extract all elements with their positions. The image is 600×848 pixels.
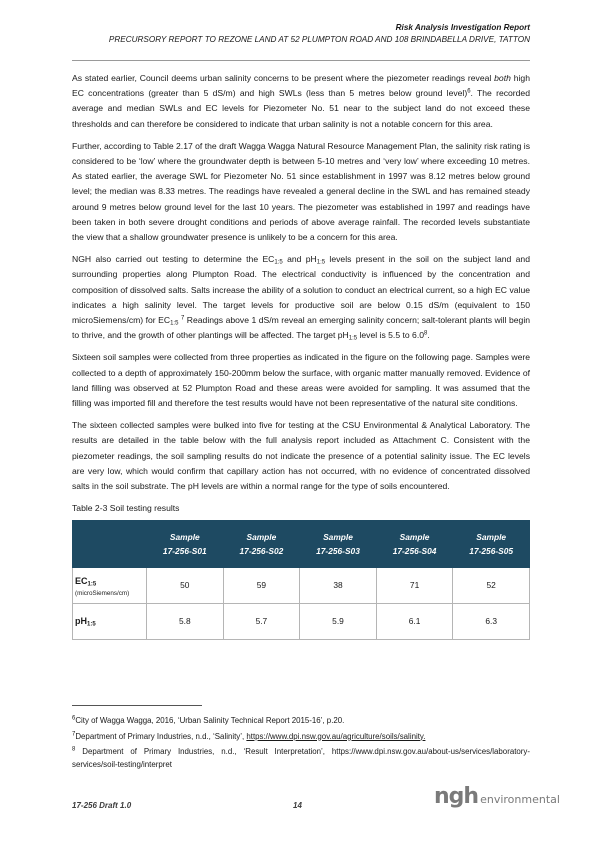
table-row xyxy=(73,604,530,640)
footnote-divider xyxy=(72,705,202,706)
footnote-7: $^7$Department of Primary Industries, n.d., ‘Salinity’, https://www.dpi.nsw.gov.au/agriculture/soils/salinity. xyxy=(72,731,426,741)
table-cell: 5.9 xyxy=(300,604,377,640)
table-header-row xyxy=(73,521,530,568)
table-cell: 6.1 xyxy=(376,604,453,640)
table-row xyxy=(73,568,530,604)
logo-mark: ngh xyxy=(434,784,479,809)
table-cell: 59 xyxy=(223,568,300,604)
table-header-cell: Sample 17-256-S01 xyxy=(147,521,224,568)
footnote-8: $^8$ Department of Primary Industries, n.d., ‘Result Interpretation’, https://www.dpi.nsw.gov.au/about-us/services/laboratory-services/soil-testing/interpret xyxy=(72,746,530,769)
table-cell: 38 xyxy=(300,568,377,604)
body-content xyxy=(72,71,530,640)
table-cell: 5.8 xyxy=(147,604,224,640)
table-cell: 52 xyxy=(453,568,530,604)
footnote-6: $^6$City of Wagga Wagga, 2016, ‘Urban Salinity Technical Report 2015-16’, p.20. xyxy=(72,715,345,725)
paragraph-2: Further, according to Table 2.17 of the draft Wagga Wagga Natural Resource Management Plan, the salinity risk rating is considered to be ‘low’ where the groundwater depth is between 5-10 metres and ‘very low’ where exceeding 10 metres. As stated earlier, the average SWL for Piezometer No. 51 since establishment in 1997 was 8.12 metres below ground level; the median was 8.33 metres. The readings have revealed a general decline in the SWL and has remained steady around 9 metres below ground level for the last 10 years. The piezometer was established in 1997 and readings have been taken in both severe drought conditions and periods of above average rainfall. The recorded levels substantiate the view that a shallow groundwater presence is unlikely to be a concern for this area. xyxy=(72,140,530,243)
table-header-cell: Sample 17-256-S05 xyxy=(453,521,530,568)
report-subtitle: PRECURSORY REPORT TO REZONE LAND AT 52 PLUMPTON ROAD AND 108 BRINDABELLA DRIVE, TATTON xyxy=(108,35,530,44)
paragraph-1: As stated earlier, Council deems urban salinity concerns to be present where the piezometer readings reveal both high EC concentrations (greater than 5 dS/m) and high SWLs (less than 5 metres below ground level)$^6$. The recorded average and median SWLs and EC levels for Piezometer No. 51 near to the subject land do not exceed these thresholds and can therefore be considered to indicate that urban salinity is not a notable concern for this area. xyxy=(72,73,530,129)
footnote-ref-6: 6 xyxy=(467,88,471,95)
logo-wordmark: environmental xyxy=(480,793,560,806)
row-label-ec: $EC_{1:5}$ (microSiemens/cm) xyxy=(73,568,147,604)
soil-results-table xyxy=(72,520,530,640)
row-label-ph: $pH_{1:5}$ xyxy=(73,604,147,640)
paragraph-5: The sixteen collected samples were bulked into five for testing at the CSU Environmental & Analytical Laboratory. The results are detailed in the table below with the full analysis report included as Attachment C. Consistent with the piezometer readings, the soil sampling results do not indicate the presence of a potential salinity issue. The EC levels are very low, which would confirm that capillary action has not occurred, with no evidence of concentrated dissolved salts in the soil substrate. The pH levels are within a normal range for the type of soils encountered. xyxy=(72,420,530,492)
table-cell: 5.7 xyxy=(223,604,300,640)
document-version: 17-256 Draft 1.0 xyxy=(72,801,132,810)
header-divider xyxy=(72,60,530,61)
table-caption: Table 2-3 Soil testing results xyxy=(72,503,180,514)
table-cell: 50 xyxy=(147,568,224,604)
paragraph-4: Sixteen soil samples were collected from three properties as indicated in the figure on the following page. Samples were collected to a depth of approximately 150-200mm below the surface, with organic matter manually removed. Evidence of land filling was observed at 52 Plumpton Road and these areas were avoided for sampling. It was assumed that the filling was imported fill and therefore the test results would have not been representative of the natural site conditions. xyxy=(72,352,530,409)
table-header-cell: Sample 17-256-S03 xyxy=(300,521,377,568)
table-cell: 6.3 xyxy=(453,604,530,640)
table-header-cell: Sample 17-256-S02 xyxy=(223,521,300,568)
table-corner-cell xyxy=(73,521,147,568)
page-number: 14 xyxy=(293,801,302,810)
page-header xyxy=(109,22,530,46)
ngh-logo xyxy=(434,784,560,809)
footnote-ref-8: 8 xyxy=(424,330,428,337)
table-cell: 71 xyxy=(376,568,453,604)
paragraph-3: NGH also carried out testing to determine the $EC_{1:5}$ and $pH_{1:5}$ levels present in the soil on the subject land and surrounding properties along Plumpton Road. The electrical conductivity is influenced by the concentration and composition of dissolved salts. Salts increase the ability of a solution to conduct an electrical current, so a high EC value indicates a high salinity level. The target levels for productive soil are below 0.15 dS/m (equivalent to 150 microSiemens/cm) for $EC_{1:5}$ $^7$ Readings above 1 dS/m reveal an emerging salinity concern; salt-tolerant plants will begin to thrive, and the growth of other plantings will be affected. The target $pH_{1:5}$ level is 5.5 to $6.0^8$. xyxy=(72,254,531,342)
table-header-cell: Sample 17-256-S04 xyxy=(376,521,453,568)
footnotes xyxy=(72,715,530,774)
salinity-link[interactable]: https://www.dpi.nsw.gov.au/agriculture/soils/salinity. xyxy=(246,731,426,741)
footnote-ref-7: 7 xyxy=(180,315,185,322)
report-title: Risk Analysis Investigation Report xyxy=(395,23,530,32)
